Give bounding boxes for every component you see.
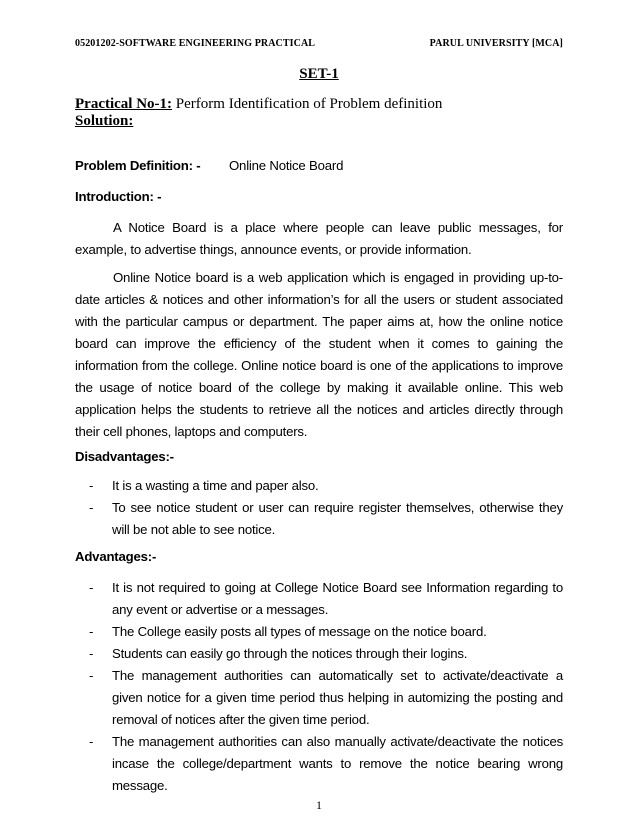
dash-marker: -	[89, 646, 94, 661]
practical-line	[75, 96, 442, 113]
paragraph-text: A Notice Board is a place where people can leave public messages, for example, to advertise things, announce events, or provide information.	[75, 220, 563, 257]
dash-marker: -	[89, 478, 94, 493]
list-item	[75, 621, 563, 643]
dash-marker: -	[89, 734, 94, 749]
list-item	[75, 665, 563, 731]
list-item	[75, 577, 563, 621]
introduction-paragraph-1	[75, 217, 563, 261]
practical-label: Practical No-1:	[75, 96, 173, 112]
solution-label: Solution:	[75, 113, 134, 129]
list-item-text: It is not required to going at College Notice Board see Information regarding to any event or advertise or a messages.	[112, 580, 563, 617]
set-title	[0, 66, 638, 83]
list-item-text: The management authorities can also manually activate/deactivate the notices incase the college/department wants to remove the notice bearing wrong message.	[112, 734, 563, 793]
list-item	[75, 497, 563, 541]
dash-marker: -	[89, 500, 94, 515]
list-item-text: Students can easily go through the notices through their logins.	[112, 646, 468, 661]
header-university: PARUL UNIVERSITY [MCA]	[429, 38, 563, 49]
list-item-text: To see notice student or user can require register themselves, otherwise they will be not able to see notice.	[112, 500, 563, 537]
list-item	[75, 731, 563, 797]
list-item	[75, 475, 563, 497]
list-item-text: The College easily posts all types of message on the notice board.	[112, 624, 487, 639]
page-number: 1	[316, 798, 322, 812]
advantages-list	[75, 577, 563, 797]
disadvantages-list	[75, 475, 563, 541]
paragraph-text: Online Notice board is a web application which is engaged in providing up-to-date articles & notices and other information’s for all the users or student associated with the particular campus or department. The paper aims at, how the online notice board can improve the efficiency of the student when it comes to gaining the information from the college. Online notice board is one of the applications to improve the usage of notice board of the college by making it available online. This web application helps the students to retrieve all the notices and articles directly through their cell phones, laptops and computers.	[75, 270, 563, 439]
set-title-text: SET-1	[299, 66, 339, 82]
dash-marker: -	[89, 624, 94, 639]
introduction-heading: Introduction: -	[75, 189, 162, 204]
practical-text: Perform Identification of Problem definition	[175, 96, 443, 112]
list-item-text: The management authorities can automatically set to activate/deactivate a given notice for a given time period thus helping in automizing the posting and removal of notices after the given time period.	[112, 668, 563, 727]
problem-definition-value: Online Notice Board	[229, 158, 344, 173]
introduction-paragraph-2	[75, 267, 563, 443]
dash-marker: -	[89, 580, 94, 595]
list-item-text: It is a wasting a time and paper also.	[112, 478, 319, 493]
disadvantages-heading: Disadvantages:-	[75, 449, 174, 464]
problem-definition-label: Problem Definition: -	[75, 158, 201, 173]
advantages-heading: Advantages:-	[75, 549, 157, 564]
header-course-code: 05201202-SOFTWARE ENGINEERING PRACTICAL	[75, 38, 316, 49]
dash-marker: -	[89, 668, 94, 683]
list-item	[75, 643, 563, 665]
